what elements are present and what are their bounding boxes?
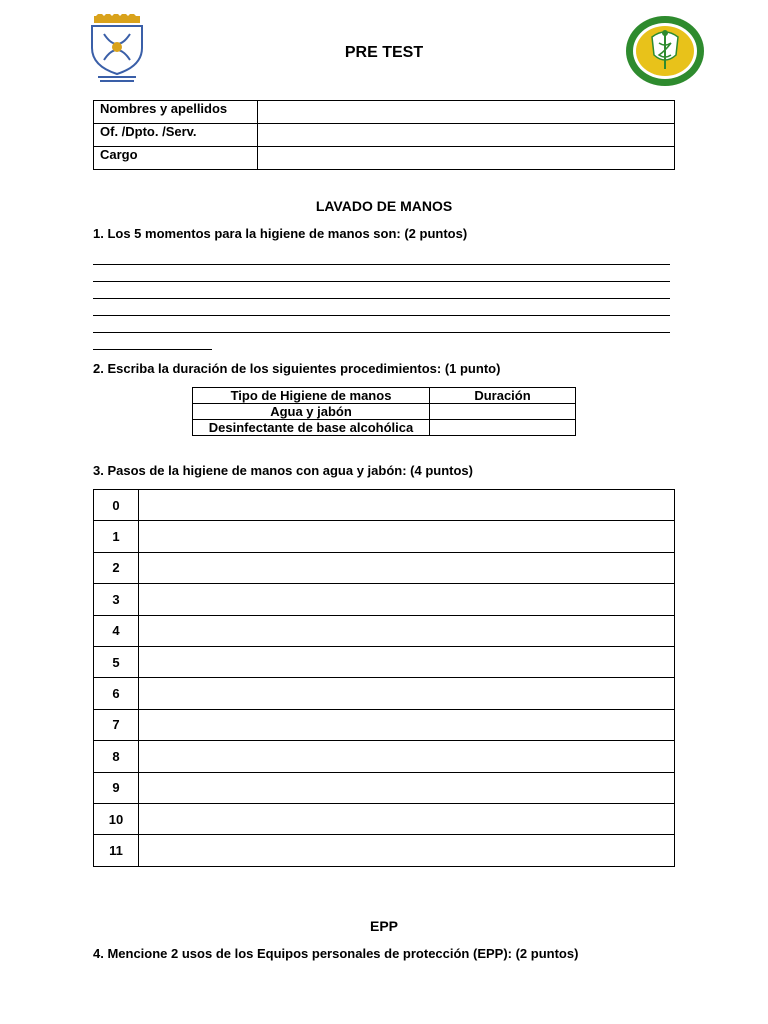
question-2: 2. Escriba la duración de los siguientes procedimientos: (1 punto) (93, 361, 501, 376)
step-answer-cell[interactable] (139, 709, 675, 740)
step-answer-cell[interactable] (139, 521, 675, 552)
step-answer-cell[interactable] (139, 678, 675, 709)
step-number: 5 (94, 646, 139, 677)
step-number: 4 (94, 615, 139, 646)
duration-answer-cell[interactable] (430, 420, 576, 436)
info-row-name (94, 101, 675, 124)
step-row (94, 646, 675, 677)
step-row (94, 490, 675, 521)
step-number: 1 (94, 521, 139, 552)
step-row (94, 552, 675, 583)
answer-line[interactable] (93, 298, 670, 299)
health-direction-seal (624, 15, 706, 87)
step-number: 9 (94, 772, 139, 803)
step-answer-cell[interactable] (139, 741, 675, 772)
duration-table (192, 387, 576, 436)
step-row (94, 584, 675, 615)
step-row (94, 709, 675, 740)
info-value-position[interactable] (258, 147, 675, 170)
info-label-name: Nombres y apellidos (94, 101, 258, 124)
step-number: 7 (94, 709, 139, 740)
question-1: 1. Los 5 momentos para la higiene de manos son: (2 puntos) (93, 226, 468, 241)
step-number: 6 (94, 678, 139, 709)
info-label-position: Cargo (94, 147, 258, 170)
step-row (94, 521, 675, 552)
step-row (94, 835, 675, 866)
step-row (94, 803, 675, 834)
step-row (94, 741, 675, 772)
step-row (94, 772, 675, 803)
step-answer-cell[interactable] (139, 615, 675, 646)
answer-line[interactable] (93, 281, 670, 282)
question-3: 3. Pasos de la higiene de manos con agua y jabón: (4 puntos) (93, 463, 473, 478)
answer-line[interactable] (93, 264, 670, 265)
section-heading-epp: EPP (369, 918, 398, 934)
info-value-office[interactable] (258, 124, 675, 147)
answer-line[interactable] (93, 332, 670, 333)
duration-header-row (193, 388, 576, 404)
answer-line[interactable] (93, 349, 212, 350)
duration-type-cell: Desinfectante de base alcohólica (193, 420, 430, 436)
step-number: 11 (94, 835, 139, 866)
info-label-office: Of. /Dpto. /Serv. (94, 124, 258, 147)
step-answer-cell[interactable] (139, 552, 675, 583)
step-number: 2 (94, 552, 139, 583)
step-answer-cell[interactable] (139, 772, 675, 803)
step-number: 10 (94, 803, 139, 834)
step-number: 0 (94, 490, 139, 521)
page-title: PRE TEST (344, 44, 424, 61)
step-answer-cell[interactable] (139, 646, 675, 677)
step-answer-cell[interactable] (139, 803, 675, 834)
answer-line[interactable] (93, 315, 670, 316)
step-row (94, 678, 675, 709)
step-number: 3 (94, 584, 139, 615)
step-answer-cell[interactable] (139, 835, 675, 866)
info-row-position (94, 147, 675, 170)
duration-header-duration: Duración (430, 388, 576, 404)
info-value-name[interactable] (258, 101, 675, 124)
step-answer-cell[interactable] (139, 584, 675, 615)
info-row-office (94, 124, 675, 147)
duration-row (193, 420, 576, 436)
step-row (94, 615, 675, 646)
steps-table (93, 489, 675, 867)
question-4: 4. Mencione 2 usos de los Equipos personales de protección (EPP): (2 puntos) (93, 946, 579, 961)
step-number: 8 (94, 741, 139, 772)
participant-info-table (93, 100, 675, 170)
duration-answer-cell[interactable] (430, 404, 576, 420)
duration-type-cell: Agua y jabón (193, 404, 430, 420)
duration-header-type: Tipo de Higiene de manos (193, 388, 430, 404)
section-heading-handwashing: LAVADO DE MANOS (315, 198, 453, 214)
step-answer-cell[interactable] (139, 490, 675, 521)
duration-row (193, 404, 576, 420)
